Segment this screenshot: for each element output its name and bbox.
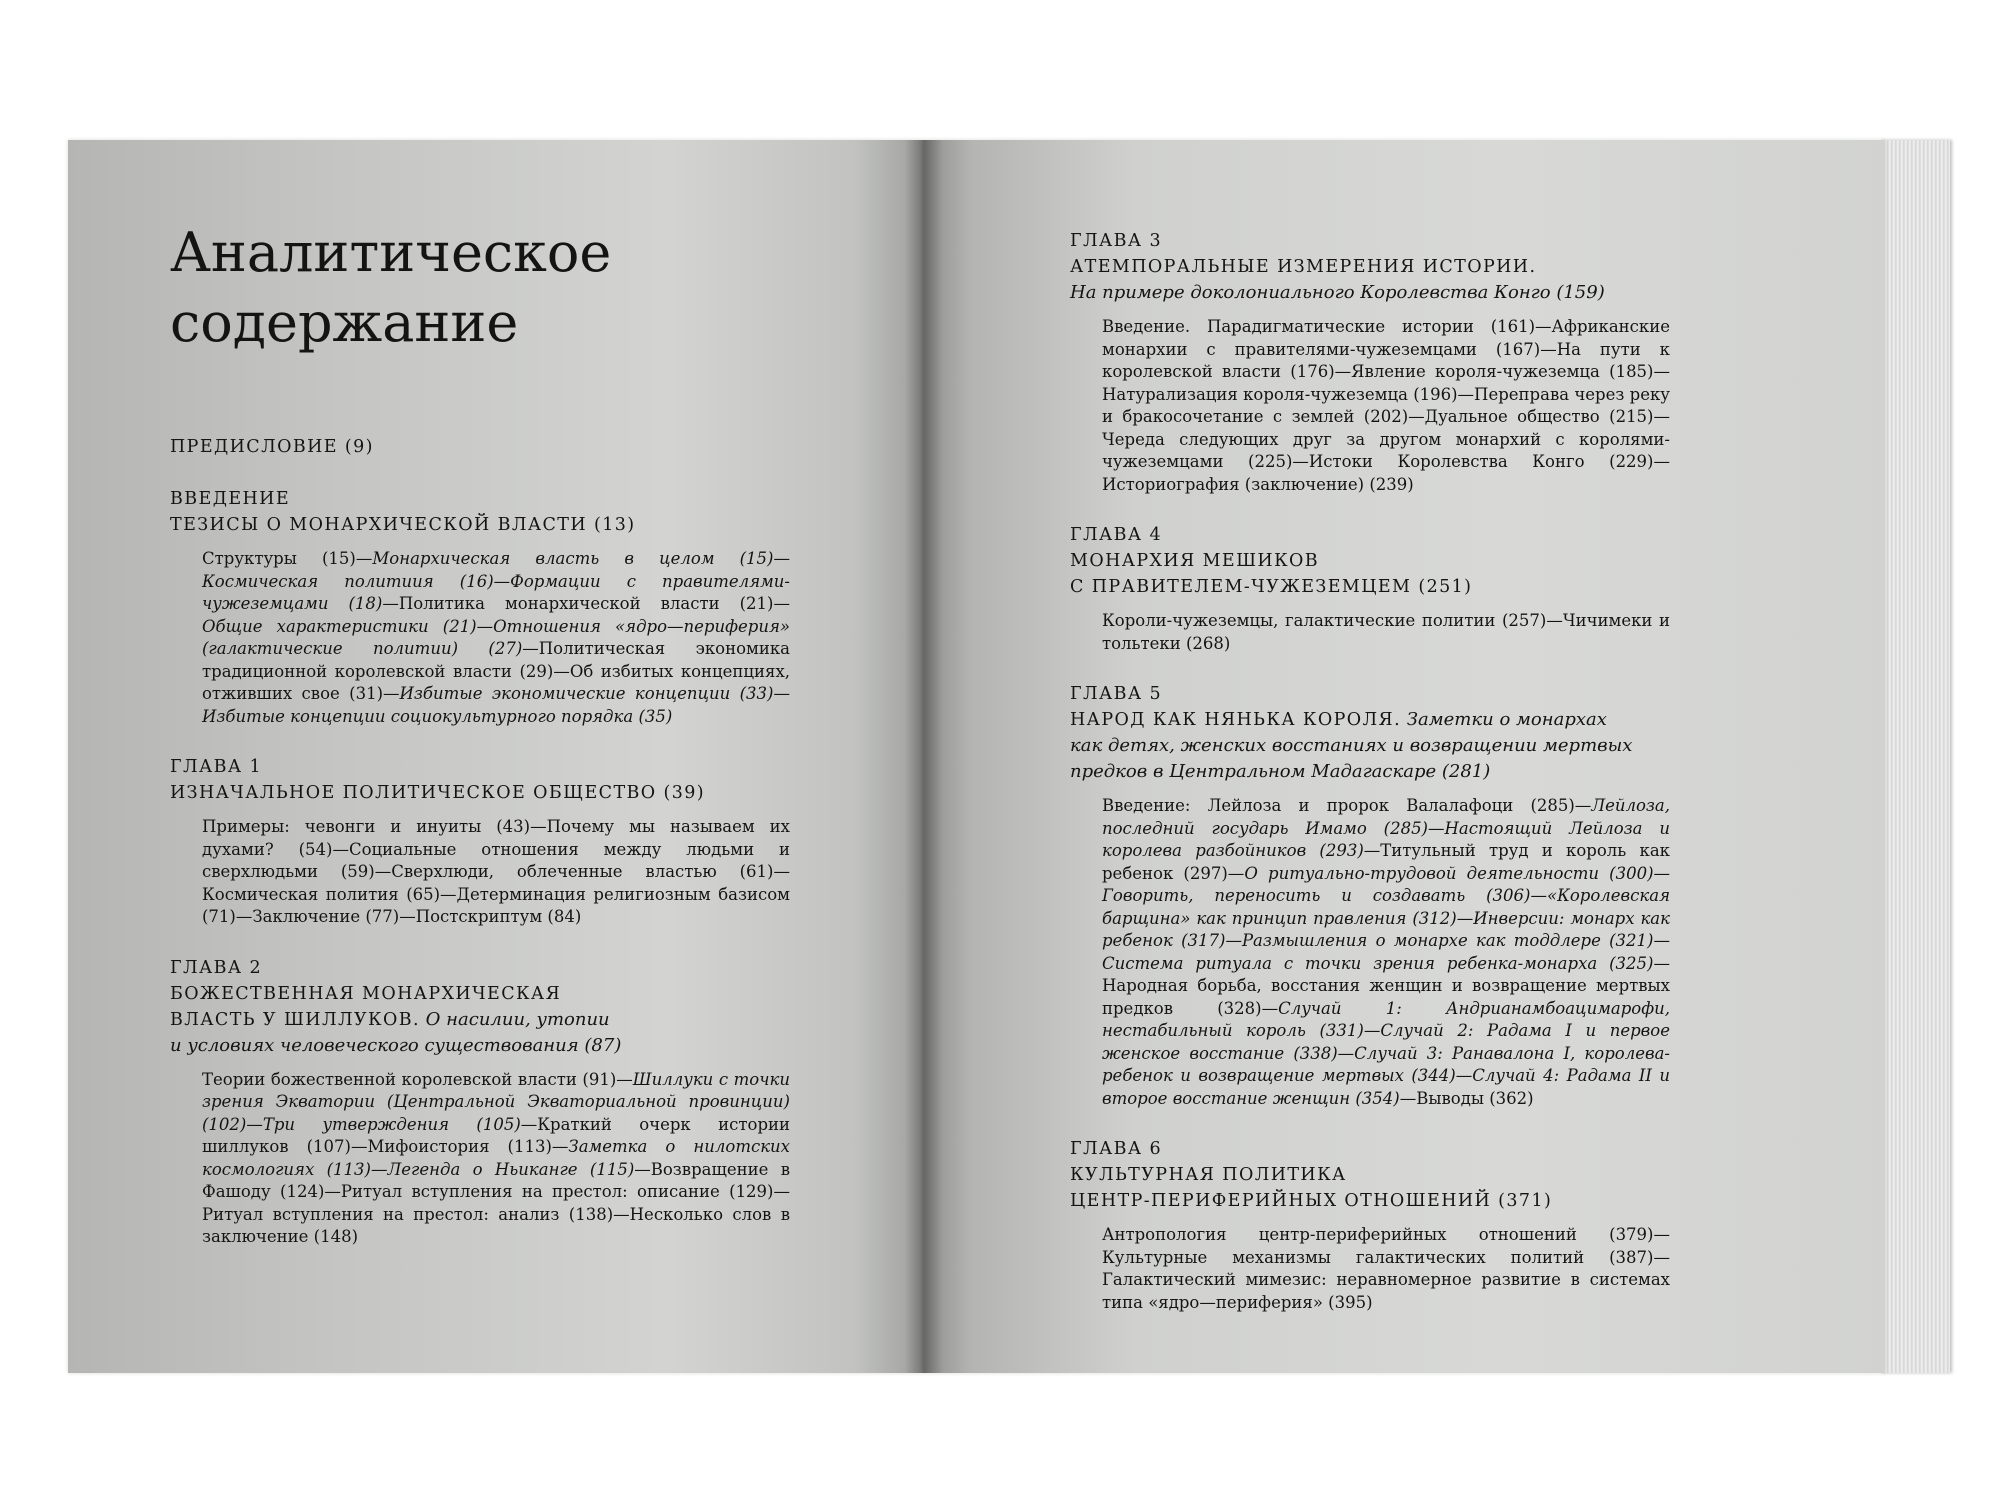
toc-entry: Антропология центр-периферийных отношений (379)—Культурные механизмы галактических политий (387)—Галактический мимезис: неравномерное развитие в системах типа «ядро—периферия» (395) [1102,1225,1670,1312]
book-page-edges [1880,140,1950,1373]
chapter-title-line: КУЛЬТУРНАЯ ПОЛИТИКА [1070,1165,1347,1185]
chapter-title-line: ИЗНАЧАЛЬНОЕ ПОЛИТИЧЕСКОЕ ОБЩЕСТВО (39) [170,783,706,803]
toc-entry: Введение: Лейлоза и пророк Валалафоци (285)— [1102,796,1592,815]
left-column [170,218,790,1275]
chapter-label: ВВЕДЕНИЕ [170,489,290,509]
toc-entries [202,1069,790,1249]
chapter-title-line: ВЛАСТЬ У ШИЛЛУКОВ. О насилии, утопии [170,1008,610,1030]
toc-entries [1102,316,1670,496]
chapter-title-line: НАРОД КАК НЯНЬКА КОРОЛЯ. Заметки о монархах [1070,709,1607,730]
toc-section [1070,522,1670,655]
toc-section [170,486,790,728]
right-toc-sections [1070,228,1670,1314]
toc-entries [202,548,790,728]
toc-entry: Структуры (15)— [202,549,373,568]
toc-entry: Примеры: чевонги и инуиты (43)—Почему мы называем их духами? (54)—Социальные отношения между людьми и сверхлюдьми (59)—Сверхлюди, облеченные властью (61)—Космическая полития (65)—Детерминация религиозным базисом (71)—Заключение (77)—Постскриптум (84) [202,817,790,926]
toc-entry: Введение. Парадигматические истории (161)—Африканские монархии с правителями-чужеземцами (167)—На пути к королевской власти (176)—Явление короля-чужеземца (185)—Натурализация короля-чужеземца (196)—Переправа через реку и бракосочетание с землей (202)—Дуальное общество (215)—Череда следующих друг за другом монархий с королями-чужеземцами (225)—Истоки Королевства Конго (229)—Историография (заключение) (239) [1102,317,1670,494]
toc-section [170,754,790,929]
left-toc-sections [170,434,790,1249]
toc-entry-italic: О ритуально-трудовой деятельности (300)—Говорить, переносить и создавать (306)—«Королевская барщина» как принцип правления (312)—Инверсии: монарх как ребенок (317)—Размышления о монархе как тоддлере (321)—Система ритуала с точки зрения ребенка-монарха (325) [1102,863,1671,973]
toc-entry: —Выводы (362) [1399,1088,1534,1108]
chapter-label: ГЛАВА 1 [170,757,263,777]
chapter-title-line: ТЕЗИСЫ О МОНАРХИЧЕСКОЙ ВЛАСТИ (13) [170,515,636,535]
chapter-subtitle-inline: О насилии, утопии [419,1008,610,1030]
chapter-subtitle-line: предков в Центральном Мадагаскаре (281) [1070,761,1491,782]
right-column [1070,228,1670,1340]
toc-entry: Теории божественной королевской власти (91)— [202,1069,633,1089]
chapter-title-line: МОНАРХИЯ МЕШИКОВ [1070,551,1320,571]
chapter-label: ГЛАВА 4 [1070,525,1163,545]
page-title: Аналитическое содержание [170,221,612,354]
chapter-label: ГЛАВА 3 [1070,231,1163,251]
toc-section [170,955,790,1249]
chapter-label: ПРЕДИСЛОВИЕ (9) [170,437,374,457]
chapter-title-line: С ПРАВИТЕЛЕМ-ЧУЖЕЗЕМЦЕМ (251) [1070,577,1473,597]
chapter-title-line: ЦЕНТР-ПЕРИФЕРИЙНЫХ ОТНОШЕНИЙ (371) [1070,1191,1553,1211]
toc-entry: —Народная борьба, восстания женщин и возвращение мертвых предков (328)— [1102,953,1670,1018]
toc-section [1070,681,1670,1110]
toc-entry: —Краткий очерк истории шиллуков (107)—Мифоистория (113)— [202,1114,790,1156]
toc-section [1070,1136,1670,1314]
book-gutter [905,140,943,1373]
toc-entry: Короли-чужеземцы, галактические политии (257)—Чичимеки и тольтеки (268) [1102,611,1670,653]
toc-entries [1102,610,1670,655]
toc-entry-italic: Монархическая власть в целом (15)—Космическая политиия (16)—Формации с правителями-чужеземцами (18) [202,549,790,613]
toc-entry-italic: Избитые экономические концепции (33)—Избитые концепции социокультурного порядка (35) [202,684,790,726]
chapter-subtitle-line: как детях, женских восстаниях и возвращении мертвых [1070,735,1633,756]
chapter-subtitle-line: На примере доколониального Королевства Конго (159) [1070,282,1605,303]
toc-section [170,434,790,460]
toc-entry: —Политика монархической власти (21)— [382,594,790,613]
toc-entries [1102,1224,1670,1314]
toc-entries [202,816,790,929]
chapter-subtitle-line: и условиях человеческого существования (87) [170,1034,622,1056]
toc-entry-italic: Общие характеристики (21)—Отношения «ядро—периферия» (галактические политии) (27) [202,616,790,658]
chapter-label: ГЛАВА 2 [170,957,263,978]
chapter-subtitle-inline: Заметки о монархах [1401,709,1607,730]
chapter-title-line: БОЖЕСТВЕННАЯ МОНАРХИЧЕСКАЯ [170,983,562,1004]
toc-entry-italic: Случай 1: Андрианамбоацимарофи, нестабильный король (331)—Случай 2: Радама I и первое женское восстание (338)—Случай 3: Ранавалона I, королева-ребенок и возвращение мертвых (344)—Случай 4: Радама II и второе восстание женщин (354) [1102,998,1670,1108]
toc-entry: —Политическая экономика традиционной королевской власти (29)—Об избитых концепциях, отживших свое (31)— [202,639,790,703]
toc-section [1070,228,1670,496]
toc-entry-italic: Заметка о нилотских космологиях (113)—Легенда о Ньиканге (115) [202,1137,790,1179]
toc-entries [1102,795,1670,1110]
chapter-label: ГЛАВА 5 [1070,684,1163,704]
toc-entry: —Титульный труд и король как ребенок (297)— [1102,841,1670,883]
chapter-title-line: АТЕМПОРАЛЬНЫЕ ИЗМЕРЕНИЯ ИСТОРИИ. [1070,257,1537,277]
chapter-label: ГЛАВА 6 [1070,1139,1163,1159]
toc-entry-italic: Лейлоза, последний государь Имамо (285)—Настоящий Лейлоза и королева разбойников (293) [1102,796,1670,860]
toc-entry: —Возвращение в Фашоду (124)—Ритуал вступления на престол: описание (129)—Ритуал вступления на престол: анализ (138)—Несколько слов в заключение (148) [202,1159,790,1246]
toc-entry-italic: Шиллуки с точки зрения Экватории (Центральной Экваториальной провинции) (102)—Три утверждения (105) [202,1069,790,1134]
